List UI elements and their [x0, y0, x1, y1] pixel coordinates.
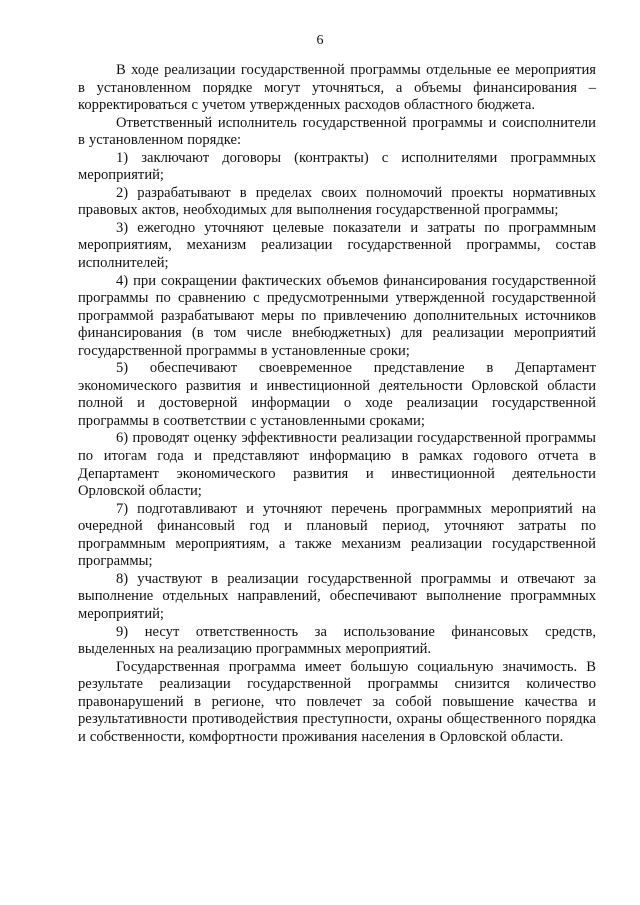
- list-item-9: 9) несут ответственность за использование финансовых средств, выделенных на реализацию программных мероприятий.: [78, 623, 596, 658]
- page-number: 6: [316, 33, 324, 48]
- paragraph-responsibilities-lead: Ответственный исполнитель государственной программы и соисполнители в установленном порядке:: [78, 114, 596, 149]
- list-item-5: 5) обеспечивают своевременное представление в Департамент экономического развития и инвестиционной деятельности Орловской области полной и достоверной информации о ходе реализации государственной программы в соответствии с установленными сроками;: [78, 360, 596, 429]
- document-body: [78, 62, 596, 746]
- list-item-7: 7) подготавливают и уточняют перечень программных мероприятий на очередной финансовый год и плановый период, уточняют затраты по программным мероприятиям, а также механизм реализации государственной программы;: [78, 500, 596, 570]
- paragraph-conclusion: Государственная программа имеет большую социальную значимость. В результате реализации государственной программы снизится количество правонарушений в регионе, что повлечет за собой повышение качества и результативности противодействия преступности, охраны общественного порядка и собственности, комфортности проживания населения в Орловской области.: [78, 658, 596, 745]
- list-item-6: 6) проводят оценку эффективности реализации государственной программы по итогам года и представляют информацию в рамках годового отчета в Департамент экономического развития и инвестиционной деятельности Орловской области;: [78, 430, 596, 500]
- list-item-8: 8) участвуют в реализации государственной программы и отвечают за выполнение отдельных направлений, обеспечивают выполнение программных мероприятий;: [78, 570, 596, 622]
- list-item-2: 2) разрабатывают в пределах своих полномочий проекты нормативных правовых актов, необходимых для выполнения государственной программы;: [78, 184, 596, 219]
- list-item-4: 4) при сокращении фактических объемов финансирования государственной программы по сравнению с предусмотренными утвержденной государственной программой разрабатывают меры по привлечению дополнительных источников финансирования (в том числе внебюджетных) для реализации мероприятий государственной программы в установленные сроки;: [78, 272, 596, 359]
- list-item-3: 3) ежегодно уточняют целевые показатели и затраты по программным мероприятиям, механизм реализации государственной программы, состав исполнителей;: [78, 219, 596, 272]
- list-item-1: 1) заключают договоры (контракты) с исполнителями программных мероприятий;: [78, 149, 596, 184]
- paragraph-intro: В ходе реализации государственной программы отдельные ее мероприятия в установленном порядке могут уточняться, а объемы финансирования – корректироваться с учетом утвержденных расходов областного бюджета.: [78, 62, 596, 114]
